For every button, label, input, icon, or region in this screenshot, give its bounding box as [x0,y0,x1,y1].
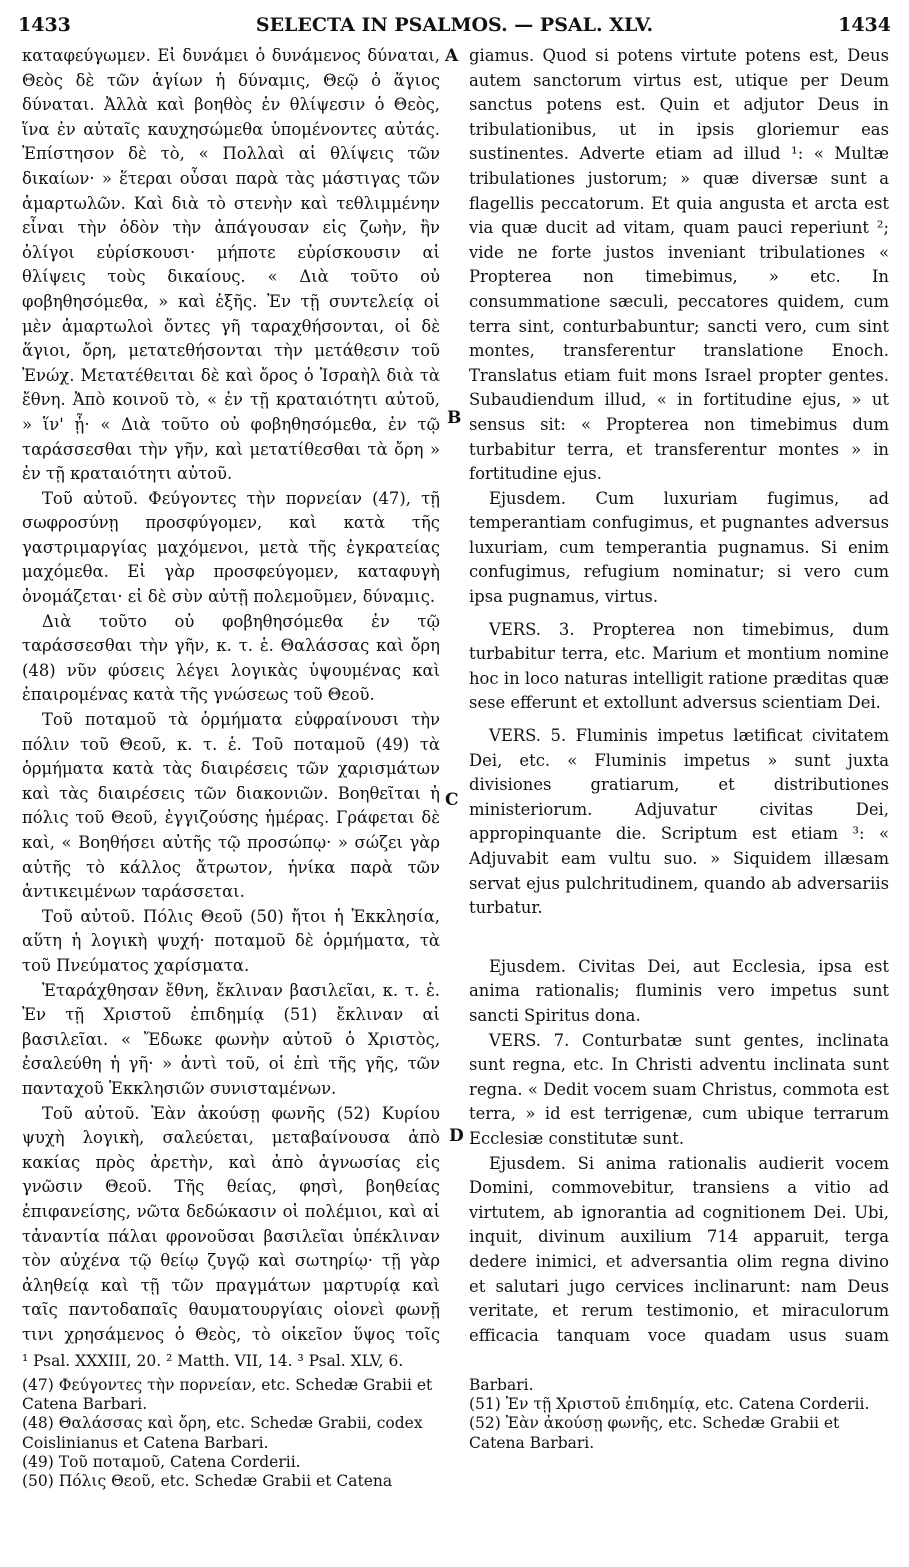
margin-letter-d: D [449,1126,464,1146]
paragraph: VERS. 5. Fluminis impetus lætificat civitatem Dei, etc. « Fluminis impetus » sunt juxta divisiones gratiarum, et distributiones ministeriorum. Adjuvatur civitas Dei, appropinquante die. Scriptum est etiam ³: « Adjuvabit eam vultu suo. » Siquidem illæsam servat ejus pulchritudinem, quando ab adversariis turbatur. [469,726,889,918]
footnotes-left [22,1376,452,1491]
paragraph: Διὰ τοῦτο οὐ φοβηθησόμεθα ἐν τῷ ταράσσεσθαι τὴν γῆν, κ. τ. ἑ. Θαλάσσας καὶ ὄρη (48) νῦν φύσεις λέγει λογικὰς ὑψουμένας καὶ ἐπαιρομένας κατὰ τῆς γνώσεως τοῦ Θεοῦ. [22,611,440,705]
footnote: (50) Πόλις Θεοῦ, etc. Schedæ Grabii et Catena [22,1472,393,1491]
page-number-left: 1433 [18,14,71,36]
footnote: (49) Τοῦ ποταμοῦ, Catena Corderii. [22,1452,301,1471]
running-header [0,14,909,44]
paragraph: Ejusdem. Cum luxuriam fugimus, ad temperantiam confugimus, et pugnantes adversus luxuriam, cum temperantia pugnamus. Si enim confugimus, refugium nominatur; si vero cum ipsa pugnamus, virtus. [469,488,889,607]
paragraph: VERS. 7. Conturbatæ sunt gentes, inclinata sunt regna, etc. In Christi adventu inclinata sunt regna. « Dedit vocem suam Christus, commota est terra, » id est terrigenæ, cum ubique terrarum Ecclesiæ constitutæ sunt. [469,1030,889,1148]
page-number-right: 1434 [838,14,891,36]
margin-letter-c: C [445,790,459,810]
footnotes-right [469,1376,894,1453]
paragraph: Τοῦ ποταμοῦ τὰ ὁρμήματα εὐφραίνουσι τὴν πόλιν τοῦ Θεοῦ, κ. τ. ἑ. Τοῦ ποταμοῦ (49) τὰ ὁρμήματα κατὰ τὰς διαιρέσεις τῶν χαρισμάτων καὶ τὰς διαιρέσεις τῶν διακονιῶν. Βοηθεῖται ἡ πόλις τοῦ Θεοῦ, ἐγγιζούσης ἡμέρας. Γράφεται δὲ καὶ, « Βοηθήσει αὐτῆς τῷ προσώπῳ· » σώζει γὰρ αὐτῆς τὸ κάλλος ἄτρωτον, ἡνίκα παρὰ τῶν ἀντικειμένων ταράσσεται. [22,710,440,902]
footnote: (52) Ἐὰν ἀκούσῃ φωνῆς, etc. Schedæ Grabii et Catena Barbari. [469,1414,840,1452]
footnote: (47) Φεύγοντες τὴν πορνείαν, etc. Schedæ Grabii et Catena Barbari. [22,1376,433,1414]
margin-letter-a: A [445,46,459,66]
greek-column [22,44,440,1344]
footnote: (48) Θαλάσσας καὶ ὄρη, etc. Schedæ Grabii, codex Coislinianus et Catena Barbari. [22,1414,423,1452]
latin-column [469,44,889,1344]
footnote: Barbari. [469,1376,534,1394]
margin-letter-b: B [447,408,462,428]
paragraph: Ἐταράχθησαν ἔθνη, ἔκλιναν βασιλεῖαι, κ. τ. ἑ. Ἐν τῇ Χριστοῦ ἐπιδημίᾳ (51) ἔκλιναν αἱ βασιλεῖαι. « Ἔδωκε φωνὴν αὐτοῦ ὁ Χριστὸς, ἐσαλεύθη ἡ γῆ· » ἀντὶ τοῦ, οἱ ἐπὶ τῆς γῆς, τῶν πανταχοῦ Ἐκκλησιῶν συνισταμένων. [22,980,440,1098]
scripture-references: ¹ Psal. XXXIII, 20. ² Matth. VII, 14. ³ Psal. XLV, 6. [22,1352,404,1370]
spacer [469,921,889,955]
paragraph: giamus. Quod si potens virtute potens est, Deus autem sanctorum virtus est, utique per Deum sanctus potens est. Quin et adjutor Deus in tribulationibus, ut in ipsis gloriemur eas sustinentes. Adverte etiam ad illud ¹: « Multæ tribulationes justorum; » quæ diversæ sunt a flagellis peccatorum. Et quia angusta et arcta est via quæ ducit ad vitam, quam pauci reperiunt ²; vide ne forte justos inveniant tribulationes « Propterea non timebimus, » etc. In consummatione sæculi, peccatores quidem, cum terra sint, conturbabuntur; sancti vero, cum sint montes, transferentur translatione Enoch. Translatus etiam fuit mons Israel propter gentes. Subaudiendum illud, « in fortitudine ejus, » ut sensus sit: « Propterea non timebimus dum turbabitur terra, et transferentur montes » in fortitudine ejus. [469,46,889,484]
paragraph: Τοῦ αὐτοῦ. Πόλις Θεοῦ (50) ἤτοι ἡ Ἐκκλησία, αὕτη ἡ λογικὴ ψυχή· ποταμοῦ δὲ ὁρμήματα, τὰ τοῦ Πνεύματος χαρίσματα. [22,906,440,975]
paragraph: Τοῦ αὐτοῦ. Ἐὰν ἀκούσῃ φωνῆς (52) Κυρίου ψυχὴ λογικὴ, σαλεύεται, μεταβαίνουσα ἀπὸ κακίας πρὸς ἀρετὴν, καὶ ἀπὸ ἀγνωσίας εἰς γνῶσιν Θεοῦ. Τῆς θείας, φησὶ, βοηθείας ἐπιφανείσης, νῶτα δεδώκασιν οἱ πολέμιοι, καὶ αἱ τἀναντία πάλαι φρονοῦσαι βασιλεῖαι ὑπέκλιναν τὸν αὐχένα τῷ θείῳ ζυγῷ καὶ σωτηρίῳ· τῇ γὰρ ἀληθείᾳ καὶ τῇ τῶν πραγμάτων μαρτυρίᾳ καὶ ταῖς παντοδαπαῖς θαυματουργίαις οἱονεὶ φωνῇ τινι χρησάμενος ὁ Θεὸς, τὸ οἰκεῖον ὕψος τοῖς [22,1103,440,1344]
paragraph: Τοῦ αὐτοῦ. Φεύγοντες τὴν πορνείαν (47), τῇ σωφροσύνῃ προσφύγομεν, καὶ κατὰ τῆς γαστριμαργίας μαχόμενοι, μετὰ τῆς ἐγκρατείας μαχόμεθα. Εἰ γὰρ προσφεύγομεν, καταφυγὴ ὀνομάζεται· εἰ δὲ σὺν αὐτῇ πολεμοῦμεν, δύναμις. [22,488,440,607]
footnote: (51) Ἐν τῇ Χριστοῦ ἐπιδημίᾳ, etc. Catena Corderii. [469,1395,870,1414]
paragraph: Ejusdem. Si anima rationalis audierit vocem Domini, commovebitur, transiens a vitio ad virtutem, ab ignorantia ad cognitionem Dei. Ubi, inquit, divinum auxilium 714 apparuit, terga dedere inimici, et adversantia olim regna divino et salutari jugo cervices inclinarunt: nam Deus veritate, et rerum testimonio, et miraculorum efficacia tanquam voce quadam usus suam [469,1153,889,1344]
paragraph: καταφεύγωμεν. Εἰ δυνάμει ὁ δυνάμενος δύναται, Θεὸς δὲ τῶν ἁγίων ἡ δύναμις, Θεῷ ὁ ἅγιος δύναται. Ἀλλὰ καὶ βοηθὸς ἐν θλίψεσιν ὁ Θεὸς, ἵνα ἐν αὐταῖς καυχησώμεθα ὑπομένοντες αὐτάς. Ἐπίστησον δὲ τὸ, « Πολλαὶ αἱ θλίψεις τῶν δικαίων· » ἕτεραι οὖσαι παρὰ τὰς μάστιγας τῶν ἁμαρτωλῶν. Καὶ διὰ τὸ στενὴν καὶ τεθλιμμένην εἶναι τὴν ὁδὸν τὴν ἀπάγουσαν εἰς ζωὴν, ἣν ὀλίγοι εὑρίσκουσι· μήποτε εὑρίσκουσιν αἱ θλίψεις τοὺς δικαίους. « Διὰ τοῦτο οὐ φοβηθησόμεθα, » καὶ ἑξῆς. Ἐν τῇ συντελείᾳ οἱ μὲν ἁμαρτωλοὶ ὄντες γῆ ταραχθήσονται, οἱ δὲ ἅγιοι, ὄρη, μετατεθήσονται τὴν μετάθεσιν τοῦ Ἐνώχ. Μετατέθειται δὲ καὶ ὄρος ὁ Ἰσραὴλ διὰ τὰ ἔθνη. Ἀπὸ κοινοῦ τὸ, « ἐν τῇ κραταιότητι αὐτοῦ, » ἵν' ᾖ· « Διὰ τοῦτο οὐ φοβηθησόμεθα, ἐν τῷ ταράσσεσθαι τὴν γῆν, καὶ μετατίθεσθαι τὰ ὄρη » ἐν τῇ κραταιότητι αὐτοῦ. [22,46,440,484]
running-title: SELECTA IN PSALMOS. — PSAL. XLV. [255,14,654,36]
paragraph: Ejusdem. Civitas Dei, aut Ecclesia, ipsa est anima rationalis; fluminis vero impetus sunt sancti Spiritus dona. [469,956,889,1025]
paragraph: VERS. 3. Propterea non timebimus, dum turbabitur terra, etc. Marium et montium nomine hoc in loco naturas intelligit ratione præditas quæ sese efferunt et extollunt adversus scientiam Dei. [469,619,889,713]
